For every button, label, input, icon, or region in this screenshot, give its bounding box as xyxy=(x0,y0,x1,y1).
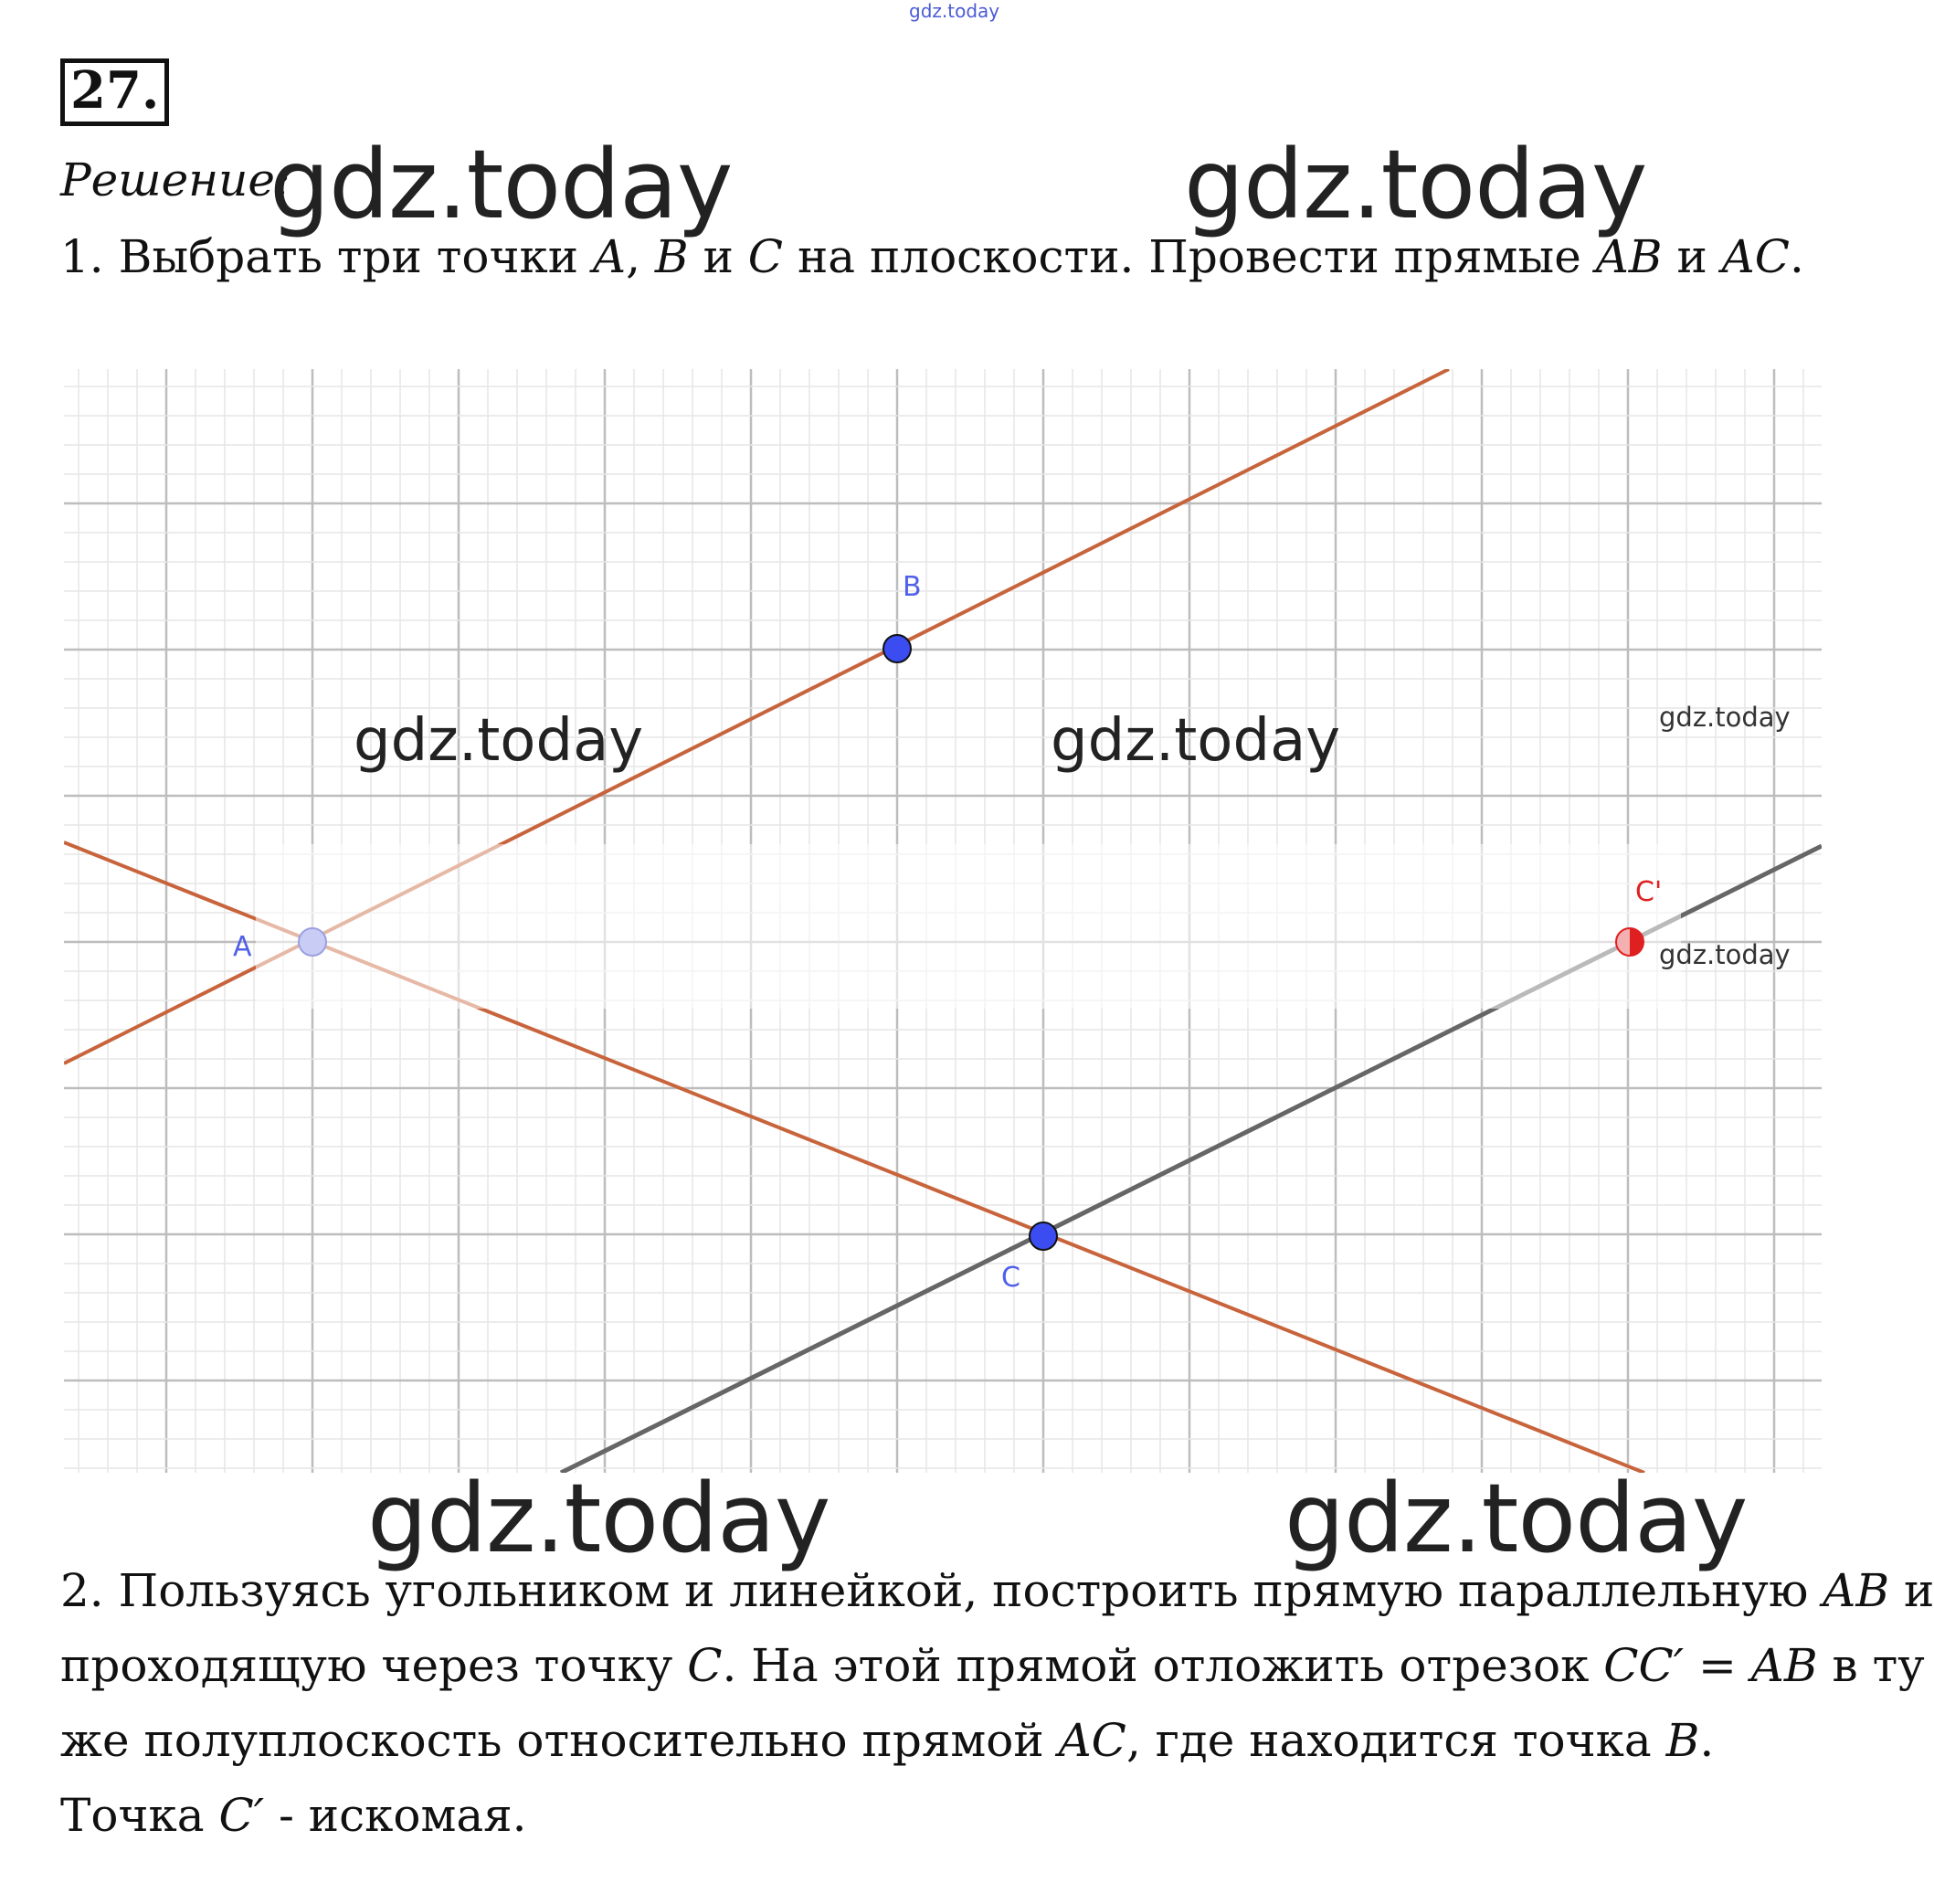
step2-line3-ac: AC xyxy=(1058,1714,1126,1767)
watermark-band xyxy=(256,844,1681,1009)
step1-and1: и xyxy=(688,230,748,283)
step2-line1 xyxy=(60,1553,1934,1628)
step1-prefix: 1. Выбрать три точки xyxy=(60,230,594,283)
step2-line1-suffix: и xyxy=(1889,1564,1934,1617)
step2-line4 xyxy=(60,1778,527,1853)
step2-line3 xyxy=(60,1703,1714,1778)
step2-line2-suffix: в ту xyxy=(1817,1639,1925,1692)
label-a: A xyxy=(233,931,252,963)
step1-end: . xyxy=(1790,230,1804,283)
watermark-title-right: gdz.today xyxy=(1184,129,1647,240)
step2-line2 xyxy=(60,1628,1925,1703)
label-c: C xyxy=(1001,1262,1020,1294)
watermark-bottom-left: gdz.today xyxy=(367,1463,830,1574)
problem-number: 27. xyxy=(60,58,169,126)
watermark-figure-right-1: gdz.today xyxy=(1659,702,1791,733)
step2-line1-prefix: 2. Пользуясь угольником и линейкой, построить прямую параллельную xyxy=(60,1564,1823,1617)
step2-line3-end: . xyxy=(1699,1714,1715,1767)
point-label-c-text: C xyxy=(747,230,784,283)
top-watermark: gdz.today xyxy=(909,0,1000,22)
label-b: B xyxy=(903,571,922,603)
line-ab-text: AB xyxy=(1595,230,1663,283)
step2-line2-mid: . На этой прямой отложить отрезок xyxy=(722,1639,1604,1692)
step1-comma: , xyxy=(626,230,655,283)
step2-line4-cprime: C′ xyxy=(218,1789,265,1842)
watermark-title-left: gdz.today xyxy=(269,129,733,240)
step1-and2: и xyxy=(1662,230,1722,283)
step2-line4-suffix: - искомая. xyxy=(264,1789,527,1842)
point-label-b-text: B xyxy=(654,230,689,283)
step1-text xyxy=(60,219,1804,294)
point-b[interactable] xyxy=(883,635,911,662)
step2-line1-ab: AB xyxy=(1823,1564,1890,1617)
step1-mid: на плоскости. Провести прямые xyxy=(783,230,1596,283)
step2-line3-b: B xyxy=(1665,1714,1700,1767)
geometry-figure xyxy=(64,369,1822,1473)
point-label-a-text: A xyxy=(593,230,627,283)
point-c[interactable] xyxy=(1030,1222,1057,1250)
label-c-prime: C' xyxy=(1635,876,1663,908)
step2-line2-c: C xyxy=(687,1639,723,1692)
point-a[interactable] xyxy=(299,928,326,956)
watermark-figure-center: gdz.today xyxy=(1051,707,1341,775)
step2-line3-prefix: же полуплоскость относительно прямой xyxy=(60,1714,1059,1767)
step2-line2-prefix: проходящую через точку xyxy=(60,1639,688,1692)
watermark-figure-right-2: gdz.today xyxy=(1659,939,1791,970)
line-ac-text: AC xyxy=(1721,230,1791,283)
watermark-figure-left: gdz.today xyxy=(354,707,644,775)
solution-label: Решение: xyxy=(60,153,291,206)
step2-line2-eq: CC′ = AB xyxy=(1603,1639,1818,1692)
step2-line3-mid: , где находится точка xyxy=(1126,1714,1666,1767)
watermark-bottom-right: gdz.today xyxy=(1284,1463,1748,1574)
step2-line4-prefix: Точка xyxy=(60,1789,219,1842)
